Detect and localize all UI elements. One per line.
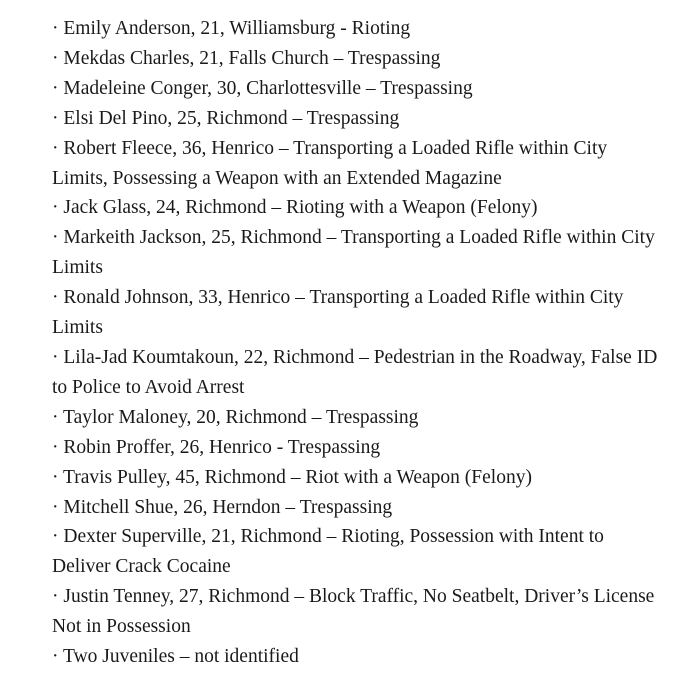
- list-item: · Emily Anderson, 21, Williamsburg - Rioting: [52, 18, 411, 39]
- list-item: · Madeleine Conger, 30, Charlottesville – Trespassing: [52, 77, 473, 99]
- list-item: · Dexter Superville, 21, Richmond – Rioting, Possession with Intent to Deliver Crack Cocaine: [52, 526, 604, 578]
- list-item: · Travis Pulley, 45, Richmond – Riot with a Weapon (Felony): [52, 466, 532, 488]
- list-item: · Justin Tenney, 27, Richmond – Block Traffic, No Seatbelt, Driver’s License Not in Possession: [52, 586, 655, 638]
- arrest-entry-list: [52, 14, 664, 672]
- list-item: · Robert Fleece, 36, Henrico – Transporting a Loaded Rifle within City Limits, Possessing a Weapon with an Extended Magazine: [52, 137, 608, 189]
- list-item: · Taylor Maloney, 20, Richmond – Trespassing: [52, 406, 419, 428]
- list-item: · Markeith Jackson, 25, Richmond – Transporting a Loaded Rifle within City Limits: [52, 227, 655, 279]
- list-item: · Robin Proffer, 26, Henrico - Trespassing: [52, 436, 381, 458]
- list-item: · Mekdas Charles, 21, Falls Church – Trespassing: [52, 47, 441, 69]
- list-item: · Jack Glass, 24, Richmond – Rioting with a Weapon (Felony): [52, 197, 538, 219]
- list-item: · Ronald Johnson, 33, Henrico – Transporting a Loaded Rifle within City Limits: [52, 287, 624, 339]
- list-item: · Lila-Jad Koumtakoun, 22, Richmond – Pedestrian in the Roadway, False ID to Police to Avoid Arrest: [52, 346, 658, 398]
- list-item: · Elsi Del Pino, 25, Richmond – Trespassing: [52, 107, 400, 129]
- list-item: · Mitchell Shue, 26, Herndon – Trespassing: [52, 496, 393, 518]
- list-item: · Two Juveniles – not identified: [52, 646, 299, 668]
